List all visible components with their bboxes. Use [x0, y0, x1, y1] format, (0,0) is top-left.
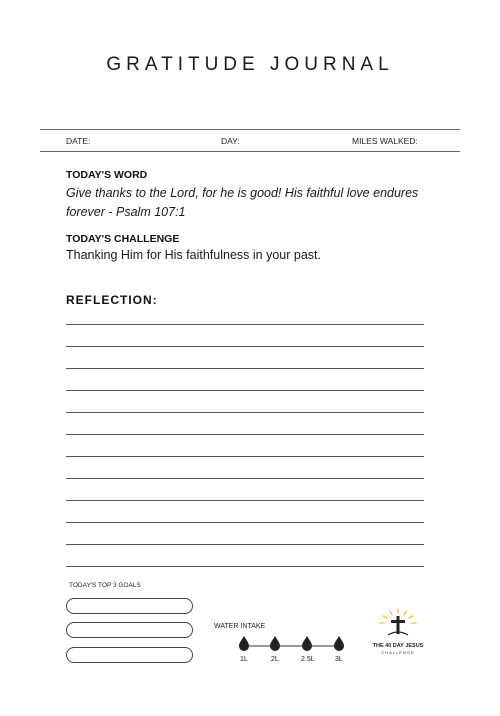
meta-bottom-rule	[40, 151, 460, 152]
todays-challenge-heading: TODAY'S CHALLENGE	[66, 233, 180, 245]
day-label: DAY:	[221, 136, 240, 146]
cross-sun-icon	[370, 607, 426, 643]
reflection-writing-line[interactable]	[66, 500, 424, 501]
goal-field-1[interactable]	[66, 598, 193, 614]
reflection-writing-line[interactable]	[66, 456, 424, 457]
todays-word-text: Give thanks to the Lord, for he is good! His faithful love endures forever - Psalm 107:1	[66, 186, 419, 219]
reflection-writing-line[interactable]	[66, 478, 424, 479]
water-level-label: 3L	[335, 656, 343, 663]
logo-title: THE 40 DAY JESUS	[372, 643, 424, 649]
water-level-label: 2L	[271, 656, 279, 663]
water-drop-icon[interactable]	[302, 636, 312, 651]
reflection-writing-line[interactable]	[66, 346, 424, 347]
water-level-label: 1L	[240, 656, 248, 663]
reflection-writing-line[interactable]	[66, 390, 424, 391]
water-level-label: 2.5L	[301, 656, 315, 663]
miles-walked-label: MILES WALKED:	[352, 136, 418, 146]
goal-field-3[interactable]	[66, 647, 193, 663]
reflection-writing-line[interactable]	[66, 412, 424, 413]
date-label: DATE:	[66, 136, 91, 146]
reflection-writing-line[interactable]	[66, 434, 424, 435]
water-intake-label: WATER INTAKE	[214, 623, 266, 630]
reflection-writing-line[interactable]	[66, 544, 424, 545]
water-intake-tracker	[230, 632, 360, 654]
todays-challenge-text: Thanking Him for His faithfulness in your past.	[66, 248, 321, 262]
reflection-writing-line[interactable]	[66, 522, 424, 523]
water-drop-icon[interactable]	[334, 636, 344, 651]
goals-label: TODAY'S TOP 3 GOALS	[69, 582, 141, 589]
water-drop-icon[interactable]	[239, 636, 249, 651]
reflection-heading: REFLECTION:	[66, 293, 158, 307]
meta-top-rule	[40, 129, 460, 130]
todays-word-heading: TODAY'S WORD	[66, 169, 148, 181]
page-title: GRATITUDE JOURNAL	[106, 54, 394, 75]
goal-field-2[interactable]	[66, 622, 193, 638]
reflection-writing-line[interactable]	[66, 324, 424, 325]
reflection-writing-line[interactable]	[66, 566, 424, 567]
logo-subtitle: CHALLENGE	[381, 650, 415, 655]
water-drop-icon[interactable]	[270, 636, 280, 651]
reflection-writing-line[interactable]	[66, 368, 424, 369]
